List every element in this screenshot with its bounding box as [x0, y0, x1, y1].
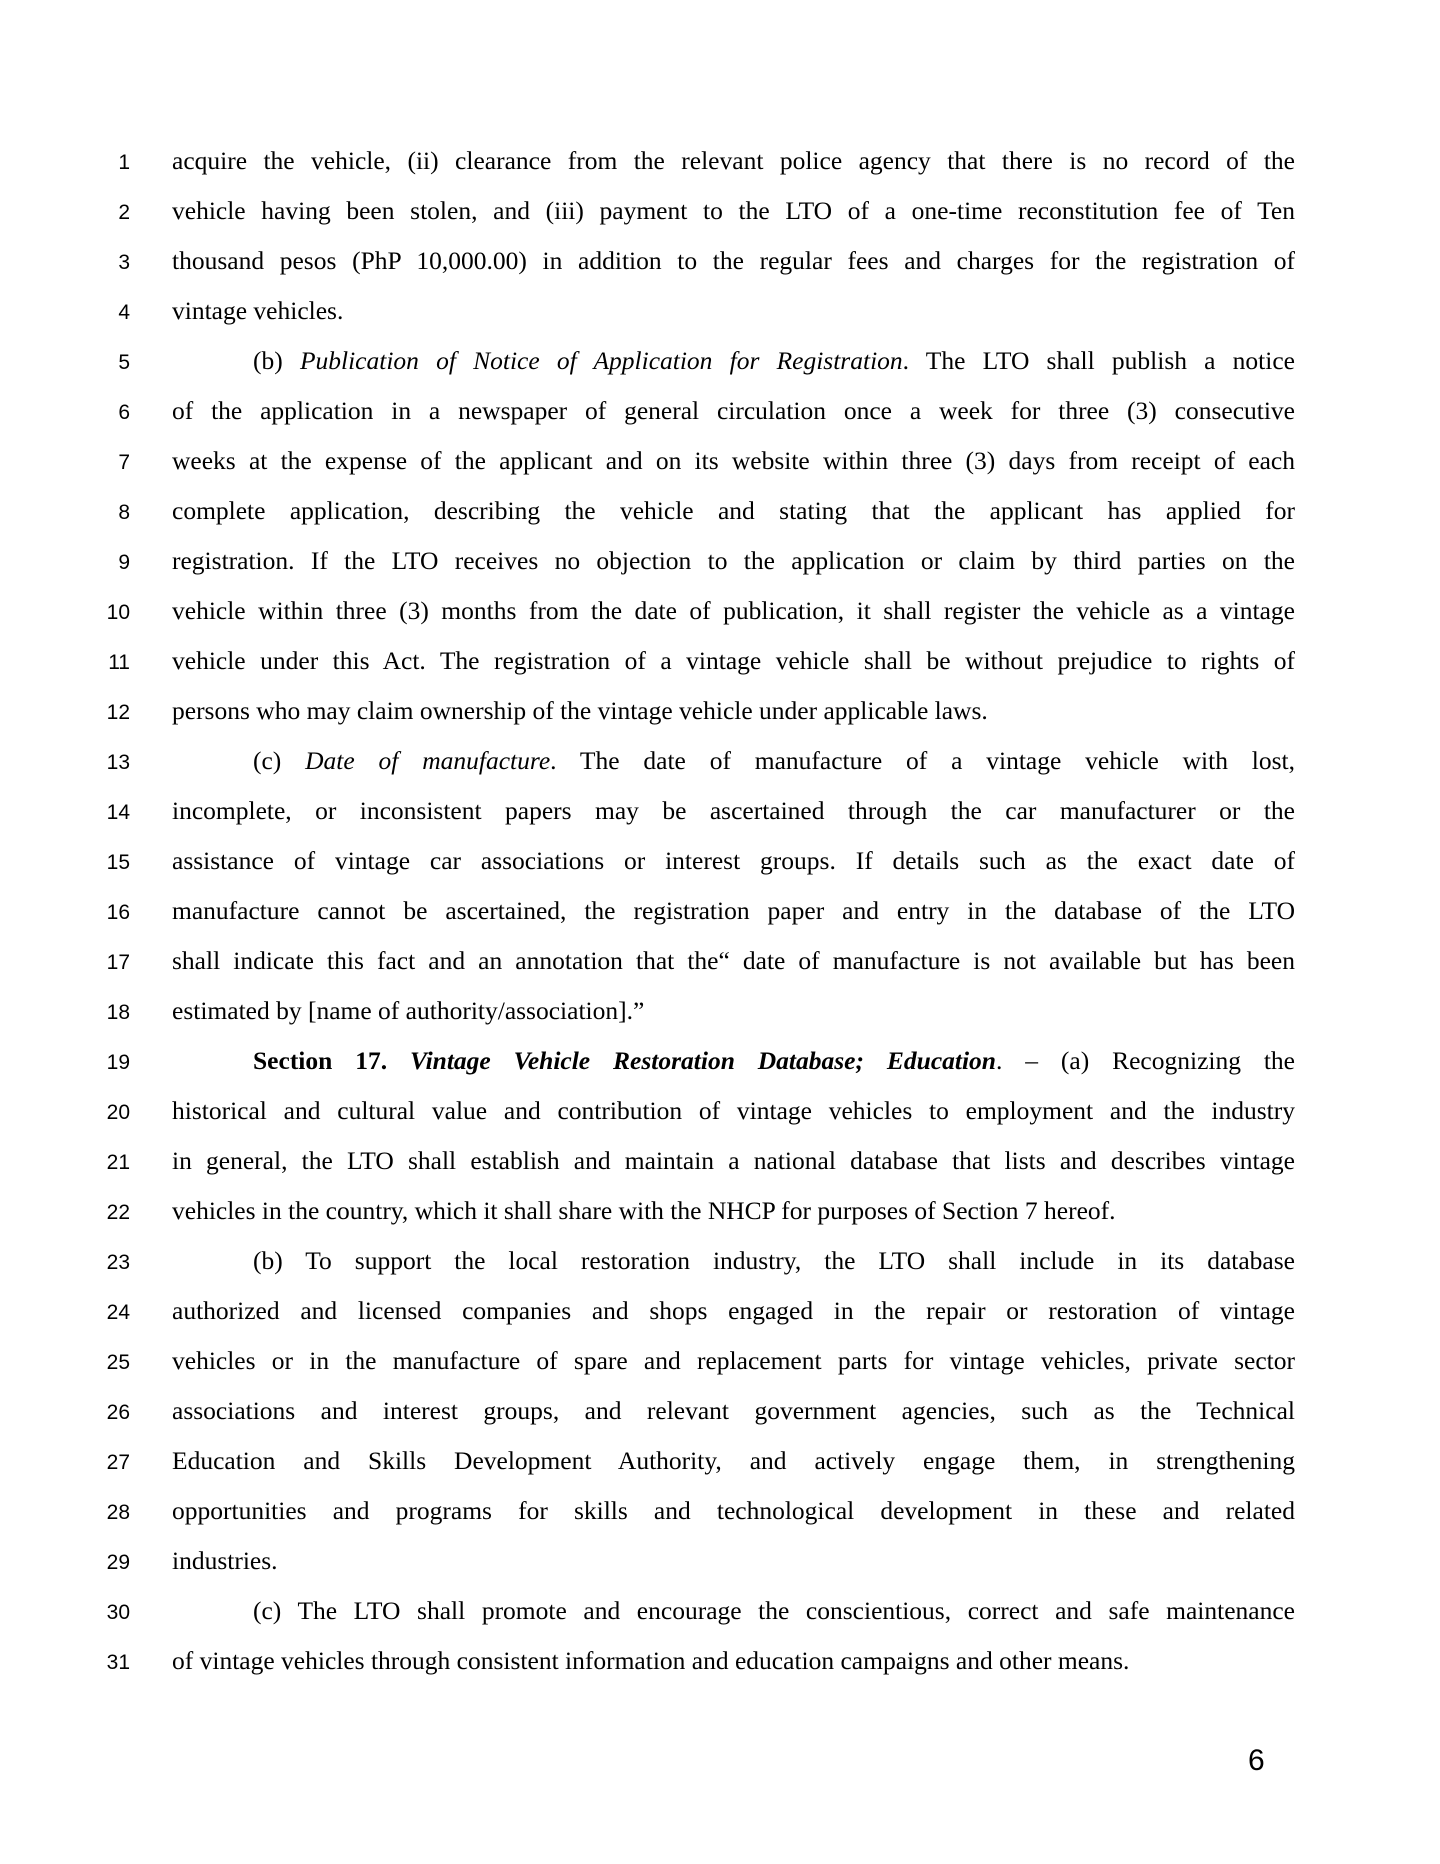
line-text [172, 1086, 1295, 1136]
line-text [172, 1186, 1295, 1236]
document-line [0, 1386, 1295, 1436]
text-segment: vehicles in the country, which it shall share with the NHCP for purposes of Section 7 hereof. [172, 1196, 1116, 1225]
text-segment: . The date of manufacture of a vintage vehicle with lost, [550, 746, 1295, 775]
text-segment: estimated by [name of authority/association].” [172, 996, 645, 1025]
line-text [172, 836, 1295, 886]
line-number: 1 [118, 151, 130, 174]
text-segment: vintage vehicles. [172, 296, 344, 325]
line-text [172, 586, 1295, 636]
line-text [172, 1586, 1295, 1636]
line-number: 3 [118, 251, 130, 274]
document-line [0, 136, 1295, 186]
text-segment: authorized and licensed companies and shops engaged in the repair or restoration of vintage [172, 1296, 1295, 1325]
line-number: 24 [106, 1301, 130, 1324]
line-number: 23 [106, 1251, 130, 1274]
line-text [172, 1286, 1295, 1336]
text-segment: Section 17. [253, 1046, 410, 1075]
text-segment: of the application in a newspaper of general circulation once a week for three (3) consecutive [172, 396, 1295, 425]
document-line [0, 636, 1295, 686]
text-segment: vehicle under this Act. The registration of a vintage vehicle shall be without prejudice to rights of [172, 646, 1295, 675]
line-text [172, 1136, 1295, 1186]
document-line [0, 186, 1295, 236]
line-text [172, 1636, 1295, 1686]
document-line [0, 1136, 1295, 1186]
text-segment: vehicle within three (3) months from the date of publication, it shall register the vehicle as a vintage [172, 596, 1295, 625]
line-number: 13 [106, 751, 130, 774]
line-number: 31 [106, 1651, 130, 1674]
line-number: 28 [106, 1501, 130, 1524]
line-number: 21 [106, 1151, 130, 1174]
document-line [0, 936, 1295, 986]
document-line [0, 736, 1295, 786]
text-segment: Vintage Vehicle Restoration Database; Education [409, 1046, 996, 1075]
line-text [172, 336, 1295, 386]
line-number: 22 [106, 1201, 130, 1224]
text-segment: Publication of Notice of Application for Registration [299, 346, 903, 375]
document-line [0, 586, 1295, 636]
line-text [172, 186, 1295, 236]
line-number: 18 [106, 1001, 130, 1024]
text-segment: . – (a) Recognizing the [996, 1046, 1296, 1075]
text-segment: opportunities and programs for skills and technological development in these and related [172, 1496, 1295, 1525]
line-number: 11 [108, 651, 130, 674]
line-number: 17 [106, 951, 130, 974]
document-line [0, 386, 1295, 436]
line-number: 27 [106, 1451, 130, 1474]
text-segment: (c) The LTO shall promote and encourage the conscientious, correct and safe maintenance [253, 1596, 1295, 1625]
text-segment: manufacture cannot be ascertained, the registration paper and entry in the database of the LTO [172, 896, 1295, 925]
document-lines [0, 136, 1295, 1686]
line-number: 20 [106, 1101, 130, 1124]
document-line [0, 486, 1295, 536]
document-line [0, 1436, 1295, 1486]
document-line [0, 836, 1295, 886]
document-line [0, 986, 1295, 1036]
line-text [172, 1536, 1295, 1586]
line-text [172, 1436, 1295, 1486]
document-line [0, 236, 1295, 286]
text-segment: (c) [253, 746, 306, 775]
line-number: 15 [106, 851, 130, 874]
line-text [172, 986, 1295, 1036]
line-text [172, 786, 1295, 836]
text-segment: . The LTO shall publish a notice [902, 346, 1295, 375]
text-segment: weeks at the expense of the applicant and on its website within three (3) days from receipt of each [172, 446, 1295, 475]
document-line [0, 1486, 1295, 1536]
text-segment: vehicles or in the manufacture of spare and replacement parts for vintage vehicles, private sector [172, 1346, 1295, 1375]
line-text [172, 436, 1295, 486]
document-line [0, 1286, 1295, 1336]
line-number: 8 [118, 501, 130, 524]
line-number: 19 [106, 1051, 130, 1074]
line-number: 10 [106, 601, 130, 624]
document-line [0, 1036, 1295, 1086]
text-segment: persons who may claim ownership of the vintage vehicle under applicable laws. [172, 696, 988, 725]
line-text [172, 1236, 1295, 1286]
text-segment: Date of manufacture [305, 746, 551, 775]
line-number: 9 [118, 551, 130, 574]
line-number: 14 [106, 801, 130, 824]
document-line [0, 1086, 1295, 1136]
text-segment: (b) [253, 346, 300, 375]
text-segment: registration. If the LTO receives no objection to the application or claim by third parties on the [172, 546, 1295, 575]
line-number: 12 [106, 701, 130, 724]
line-number: 6 [118, 401, 130, 424]
line-text [172, 286, 1295, 336]
text-segment: assistance of vintage car associations or interest groups. If details such as the exact date of [172, 846, 1295, 875]
text-segment: in general, the LTO shall establish and maintain a national database that lists and describes vintage [172, 1146, 1295, 1175]
document-line [0, 436, 1295, 486]
line-text [172, 536, 1295, 586]
line-text [172, 486, 1295, 536]
document-line [0, 1586, 1295, 1636]
document-line [0, 1636, 1295, 1686]
line-number: 30 [106, 1601, 130, 1624]
line-number: 2 [118, 201, 130, 224]
text-segment: Education and Skills Development Authority, and actively engage them, in strengthening [172, 1446, 1295, 1475]
line-number: 5 [118, 351, 130, 374]
text-segment: incomplete, or inconsistent papers may be ascertained through the car manufacturer or the [172, 796, 1295, 825]
line-text [172, 886, 1295, 936]
page-number: 6 [1248, 1744, 1265, 1777]
line-text [172, 736, 1295, 786]
line-number: 7 [118, 451, 130, 474]
line-number: 4 [118, 301, 130, 324]
text-segment: vehicle having been stolen, and (iii) payment to the LTO of a one-time reconstitution fee of Ten [172, 196, 1295, 225]
line-number: 26 [106, 1401, 130, 1424]
line-text [172, 1036, 1295, 1086]
document-line [0, 1186, 1295, 1236]
text-segment: acquire the vehicle, (ii) clearance from the relevant police agency that there is no record of the [172, 146, 1295, 175]
line-text [172, 1336, 1295, 1386]
text-segment: (b) To support the local restoration industry, the LTO shall include in its database [253, 1246, 1295, 1275]
line-number: 29 [106, 1551, 130, 1574]
document-line [0, 1236, 1295, 1286]
text-segment: thousand pesos (PhP 10,000.00) in addition to the regular fees and charges for the registration of [172, 246, 1295, 275]
line-number: 16 [106, 901, 130, 924]
document-line [0, 686, 1295, 736]
document-line [0, 336, 1295, 386]
text-segment: associations and interest groups, and relevant government agencies, such as the Technical [172, 1396, 1295, 1425]
line-text [172, 1486, 1295, 1536]
document-line [0, 286, 1295, 336]
document-line [0, 886, 1295, 936]
line-text [172, 386, 1295, 436]
line-text [172, 1386, 1295, 1436]
text-segment: of vintage vehicles through consistent information and education campaigns and other means. [172, 1646, 1130, 1675]
document-line [0, 1536, 1295, 1586]
document-line [0, 786, 1295, 836]
text-segment: historical and cultural value and contribution of vintage vehicles to employment and the industry [172, 1096, 1295, 1125]
text-segment: industries. [172, 1546, 278, 1575]
line-text [172, 236, 1295, 286]
line-number: 25 [106, 1351, 130, 1374]
line-text [172, 686, 1295, 736]
document-line [0, 536, 1295, 586]
text-segment: shall indicate this fact and an annotation that the“ date of manufacture is not available but has been [172, 946, 1295, 975]
line-text [172, 636, 1295, 686]
document-line [0, 1336, 1295, 1386]
line-text [172, 936, 1295, 986]
line-text [172, 136, 1295, 186]
text-segment: complete application, describing the vehicle and stating that the applicant has applied for [172, 496, 1295, 525]
